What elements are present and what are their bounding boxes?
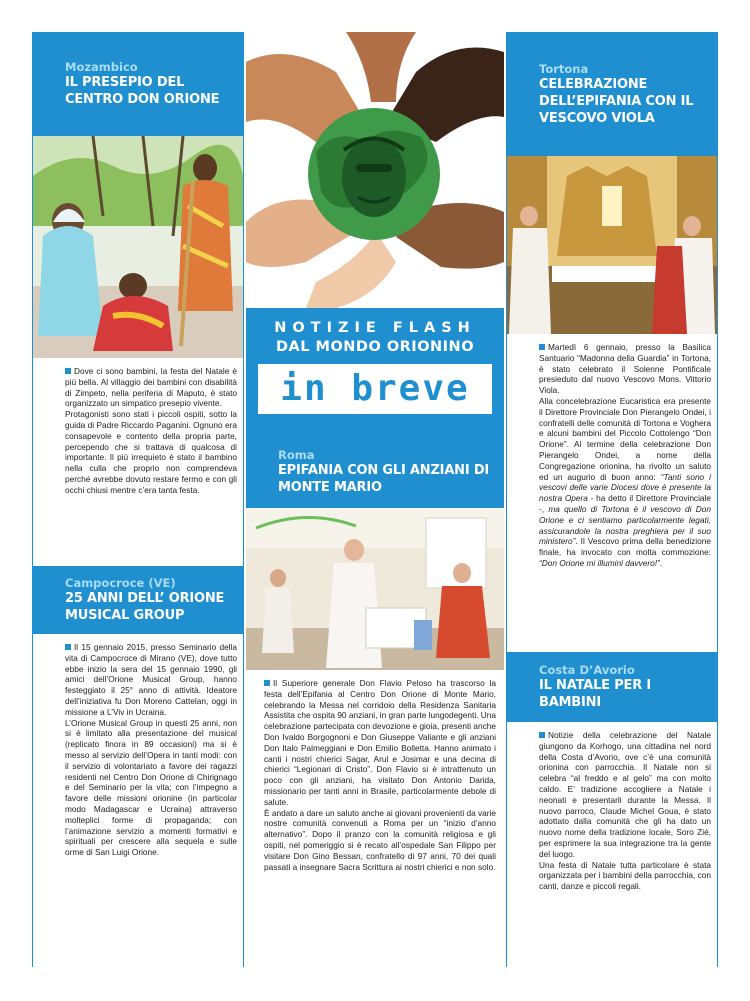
mozambico-paragraph: Dove ci sono bambini, la festa del Natale è più bella. Al villaggio dei bambini con disabilità di Zimpeto, nella periferia di Maputo, è stato organizzato un simpatico presepio vivente. — [65, 366, 237, 409]
roma-paragraph: Il Superiore generale Don Flavio Peloso ha trascorso la festa dell’Epifania al Centro Don Orione di Monte Mario, celebrando la Messa nel corridoio della Residenza Sanitaria Assistita che ospita 90 anziani, in gran parte lungodegenti. Una celebrazione partecipata con devozione e gioia, presenti anche Don Ivaldo Borgognoni e Don Giuseppe Valiante e gli anziani Don Italo Palmeggiani e Don Emilio Bolletta. Hanno animato i canti i nostri chierici Sagar, Arul e Josimar e una decina di chierici “Legionari di Cristo”. Don Flavio si è intrattenuto un poco con gli anziani, ha visitato Don Antonio Darida, missionario per tanti anni in Brasile, particolarmente debole di salute. — [264, 678, 497, 807]
campocroce-paragraph: Il 15 gennaio 2015, presso Seminario della vita di Campocroce di Mirano (VE), dove tutto ebbe inizio la sera del 15 gennaio 1990, gli amici dell’Orione Musical Group, hanno festeggiato il 25° anno di attività. Ideatore dell’iniziativa fu Don Moreno Cattelan, oggi in missione a L’Viv in Ucraina. — [65, 642, 237, 717]
roma-header — [246, 436, 504, 508]
campocroce-body — [33, 634, 243, 858]
costa-paragraph: Una festa di Natale tutta particolare è stata organizzata per i bambini della parrocchia, con canti, danze e piccoli regali. — [539, 859, 711, 892]
costa-title: IL NATALE PER I BAMBINI — [539, 678, 651, 710]
tortona-paragraph: Martedì 6 gennaio, presso la Basilica Santuario “Madonna della Guardia” in Tortona, è stato celebrato il Solenne Pontificale presieduto dal nuovo Vescovo Mons. Vittorio Viola. — [539, 342, 711, 396]
tortona-quote: “Tanti sono i vescovi delle varie Diocesi dove è presente la nostra Opera — [539, 471, 712, 504]
bullet-square-icon — [539, 732, 545, 738]
mozambico-header — [33, 32, 243, 136]
mozambico-paragraph: Protagonisti sono stati i piccoli ospiti, sotto la guida di Padre Riccardo Paganini. Ognuno era consapevole e contento della propria parte, percependo che si trattava di qualcosa di importante. Il più irrequieto è stato il bambino nella culla che proprio non comprendeva perché avrebbe dovuto restare fermo e con gli occhi chiusi mentre c’era tanta festa. — [65, 409, 237, 495]
hands-globe-illustration — [246, 32, 504, 308]
flash-banner — [246, 308, 504, 436]
column-left — [32, 32, 244, 967]
campocroce-place: Campocroce (VE) — [65, 576, 176, 590]
tortona-place: Tortona — [539, 61, 589, 76]
bullet-square-icon — [539, 344, 545, 350]
column-right — [506, 32, 718, 967]
campocroce-paragraph: L’Orione Musical Group in questi 25 anni, non si è limitato alla presentazione del musical (replicato finora in 89 occasioni) ma si è messo al servizio dell’Opera in tanti modi: con il servizio di volontariato a favore dei ragazzi residenti nel Centro Don Orione di Chirignago e del Seminario per la vita; con l’impegno a favore delle missioni orionine (in particolar modo Madagascar e Ucraina) attraverso molteplici forme di propaganda; con l’animazione servizio a momenti formativi e spirituali per crescere alla sequela e sulle orme di San Luigi Orione. — [65, 717, 237, 858]
costa-paragraph: Notizie della celebrazione del Natale giungono da Korhogo, una cittadina nel nord della Costa d’Avorio, ove c’è una comunità orionina con parrocchia. Il Natale non si celebra “al freddo e al gelo” ma con molto caldo. E’ tradizione accogliere a Natale i neonati e presentarli durante la Messa. Il nuovo parroco, Claude Michel Goua, è stato adottato dalla comunità che gli ha dato un nuovo nome della tradizione locale, Soro Zié, per esprimere la sua integrazione tra la gente del luogo. — [539, 730, 711, 859]
in-breve-box: in breve — [258, 364, 492, 414]
mozambico-place: Mozambico — [65, 60, 138, 74]
column-center — [246, 32, 504, 967]
bullet-square-icon — [65, 644, 71, 650]
tortona-header — [507, 32, 717, 156]
roma-paragraph: È andato a dare un saluto anche ai giovani provenienti da varie nostre comunità convenuti a Roma per un “inizio d’anno alternativo”. Dopo il pranzo con la comunità religiosa e gli ospiti, nel pomeriggio si è recato all’ospedale San Filippo per visitare Don Gino Bessan, confratello di 97 anni, 70 dei quali passati a insegnare Sacra Scrittura ai nostri chierici e non solo. — [264, 807, 497, 872]
roma-title: EPIFANIA CON GLI ANZIANI DI MONTE MARIO — [278, 463, 490, 495]
tortona-paragraph: Alla concelebrazione Eucaristica era presente il Direttore Provinciale Don Pierangelo Ondei, i confratelli delle comunità di Tortona e Voghera e alcuni bambini del Piccolo Cottolengo “Don Orione”. Al termine della celebrazione Don Pierangelo Ondei, a nome della Congregazione orionina, ha rivolto un saluto ed un augurio di buon anno: “Tanti sono i vescovi delle varie Diocesi dove è presente la nostra Opera - ha detto il Direttore Provinciale -, ma quello di Tortona è il vescovo di Don Orione e ci sentiamo particolarmente legati, assicurandole la nostra preghiera per il suo ministero”. Il Vescovo prima della benedizione finale, ha invocato con molta commozione: “Don Orione mi illumini davvero!”. — [539, 395, 712, 568]
bullet-square-icon — [65, 368, 71, 374]
roma-place: Roma — [278, 448, 315, 462]
costa-place: Costa D’Avorio — [539, 663, 635, 677]
costa-header — [507, 652, 717, 722]
mozambico-body — [33, 358, 243, 566]
costa-body — [507, 722, 717, 892]
tortona-photo — [507, 156, 717, 334]
tortona-quote: ma quello di Tortona è il vescovo di Don Orione e ci sentiamo particolarmente legati, assicurandole la nostra preghiera per il suo ministero” — [539, 503, 711, 547]
roma-photo — [246, 508, 504, 670]
flash-line-1: NOTIZIE FLASH — [274, 320, 476, 336]
tortona-body — [507, 334, 717, 652]
campocroce-header — [33, 566, 243, 634]
tortona-title: CELEBRAZIONE DELL’EPIFANIA CON IL VESCOVO VIOLA — [539, 76, 694, 126]
roma-body — [246, 670, 504, 872]
campocroce-title: 25 ANNI DELL’ ORIONE MUSICAL GROUP — [65, 591, 225, 623]
bullet-square-icon — [264, 680, 270, 686]
tortona-quote: “Don Orione mi illumini davvero!” — [539, 557, 660, 568]
flash-line-2: DAL MONDO ORIONINO — [275, 339, 475, 355]
mozambico-title: IL PRESEPIO DEL CENTRO DON ORIONE — [65, 75, 220, 107]
mozambico-photo — [33, 136, 243, 358]
